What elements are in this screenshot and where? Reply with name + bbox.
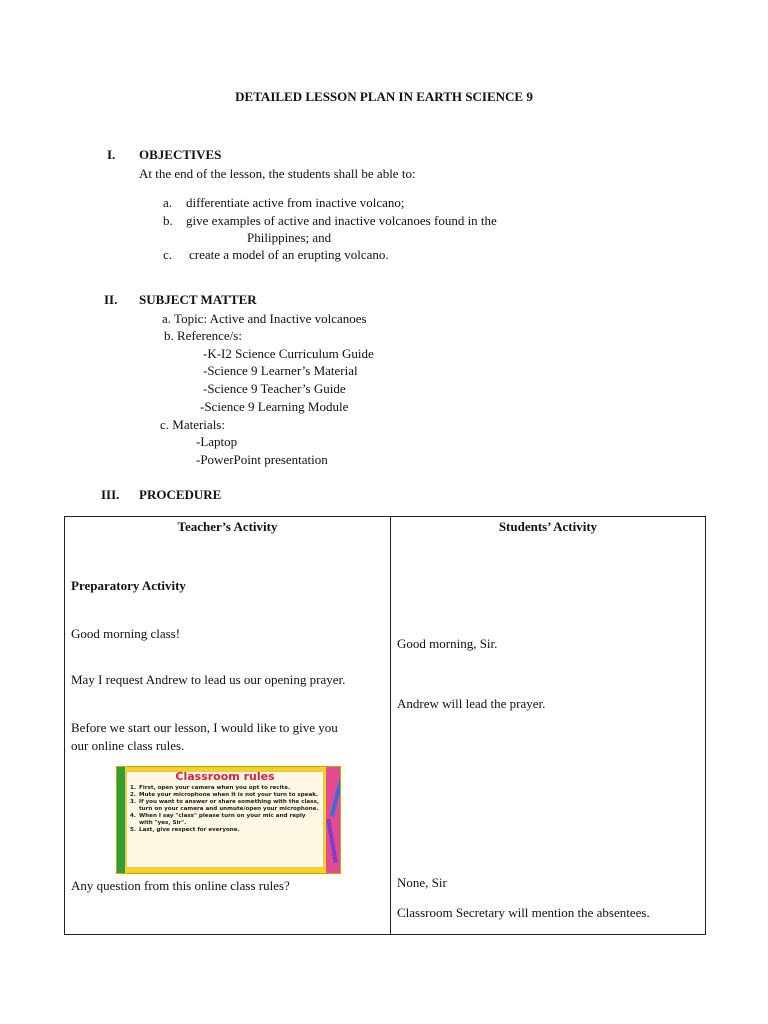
subject-matter-number: II. <box>104 292 118 307</box>
teacher-activity-column <box>65 517 391 935</box>
teacher-rules-intro-continued: our online class rules. <box>71 738 185 753</box>
teacher-prayer-request: May I request Andrew to lead us our opening prayer. <box>71 672 346 687</box>
students-no-questions: None, Sir <box>397 875 447 890</box>
rule-item: 2. Mute your microphone when it is not your turn to speak. <box>130 792 319 798</box>
objective-b-letter: b. <box>163 213 173 228</box>
students-activity-column <box>391 517 706 935</box>
material-item: -PowerPoint presentation <box>196 452 328 467</box>
students-activity-header: Students’ Activity <box>498 519 598 534</box>
objective-a-letter: a. <box>163 195 173 210</box>
procedure-number: III. <box>101 487 120 502</box>
objectives-heading: OBJECTIVES <box>139 147 222 162</box>
students-prayer: Andrew will lead the prayer. <box>397 696 546 711</box>
objective-a-text: differentiate active from inactive volcano; <box>186 195 405 210</box>
objective-b-continuation: Philippines; and <box>247 230 332 245</box>
procedure-table <box>64 516 706 935</box>
classroom-rules-list <box>130 785 321 834</box>
classroom-rules-image <box>116 766 341 874</box>
objectives-number: I. <box>107 147 116 162</box>
reference-item: -Science 9 Learner’s Material <box>203 363 358 378</box>
rule-item: 1. First, open your camera when you opt to recite. <box>130 785 291 791</box>
teacher-greeting: Good morning class! <box>71 626 181 641</box>
reference-item: -Science 9 Teacher’s Guide <box>203 381 346 396</box>
students-secretary: Classroom Secretary will mention the absentees. <box>397 905 650 920</box>
objective-c-letter: c. <box>163 247 173 262</box>
materials-label: c. Materials: <box>160 417 225 432</box>
rule-item: 3. If you want to answer or share something with the class, turn on your camera and unmute/open your microphone. <box>130 799 319 812</box>
references-label: b. Reference/s: <box>164 328 242 343</box>
rule-item: 5. Last, give respect for everyone. <box>130 827 240 833</box>
objective-b-text: give examples of active and inactive volcanoes found in the <box>186 213 497 228</box>
procedure-heading: PROCEDURE <box>139 487 222 502</box>
teacher-activity-header: Teacher’s Activity <box>177 519 278 534</box>
reference-item: -Science 9 Learning Module <box>200 399 349 414</box>
document-title: DETAILED LESSON PLAN IN EARTH SCIENCE 9 <box>235 89 533 104</box>
rule-item: 4. When I say "class" please turn on your mic and reply with "yes, Sir". <box>130 813 306 826</box>
objective-c-text: create a model of an erupting volcano. <box>189 247 389 262</box>
classroom-rules-title: Classroom rules <box>175 770 275 783</box>
teacher-rules-intro: Before we start our lesson, I would like to give you <box>71 720 338 735</box>
students-greeting: Good morning, Sir. <box>397 636 498 651</box>
topic-line: a. Topic: Active and Inactive volcanoes <box>162 311 367 326</box>
subject-matter-heading: SUBJECT MATTER <box>139 292 257 307</box>
preparatory-activity-heading: Preparatory Activity <box>71 578 186 593</box>
objectives-intro: At the end of the lesson, the students shall be able to: <box>139 166 416 181</box>
reference-item: -K-I2 Science Curriculum Guide <box>203 346 374 361</box>
teacher-rules-question: Any question from this online class rules? <box>71 878 290 893</box>
material-item: -Laptop <box>196 434 238 449</box>
